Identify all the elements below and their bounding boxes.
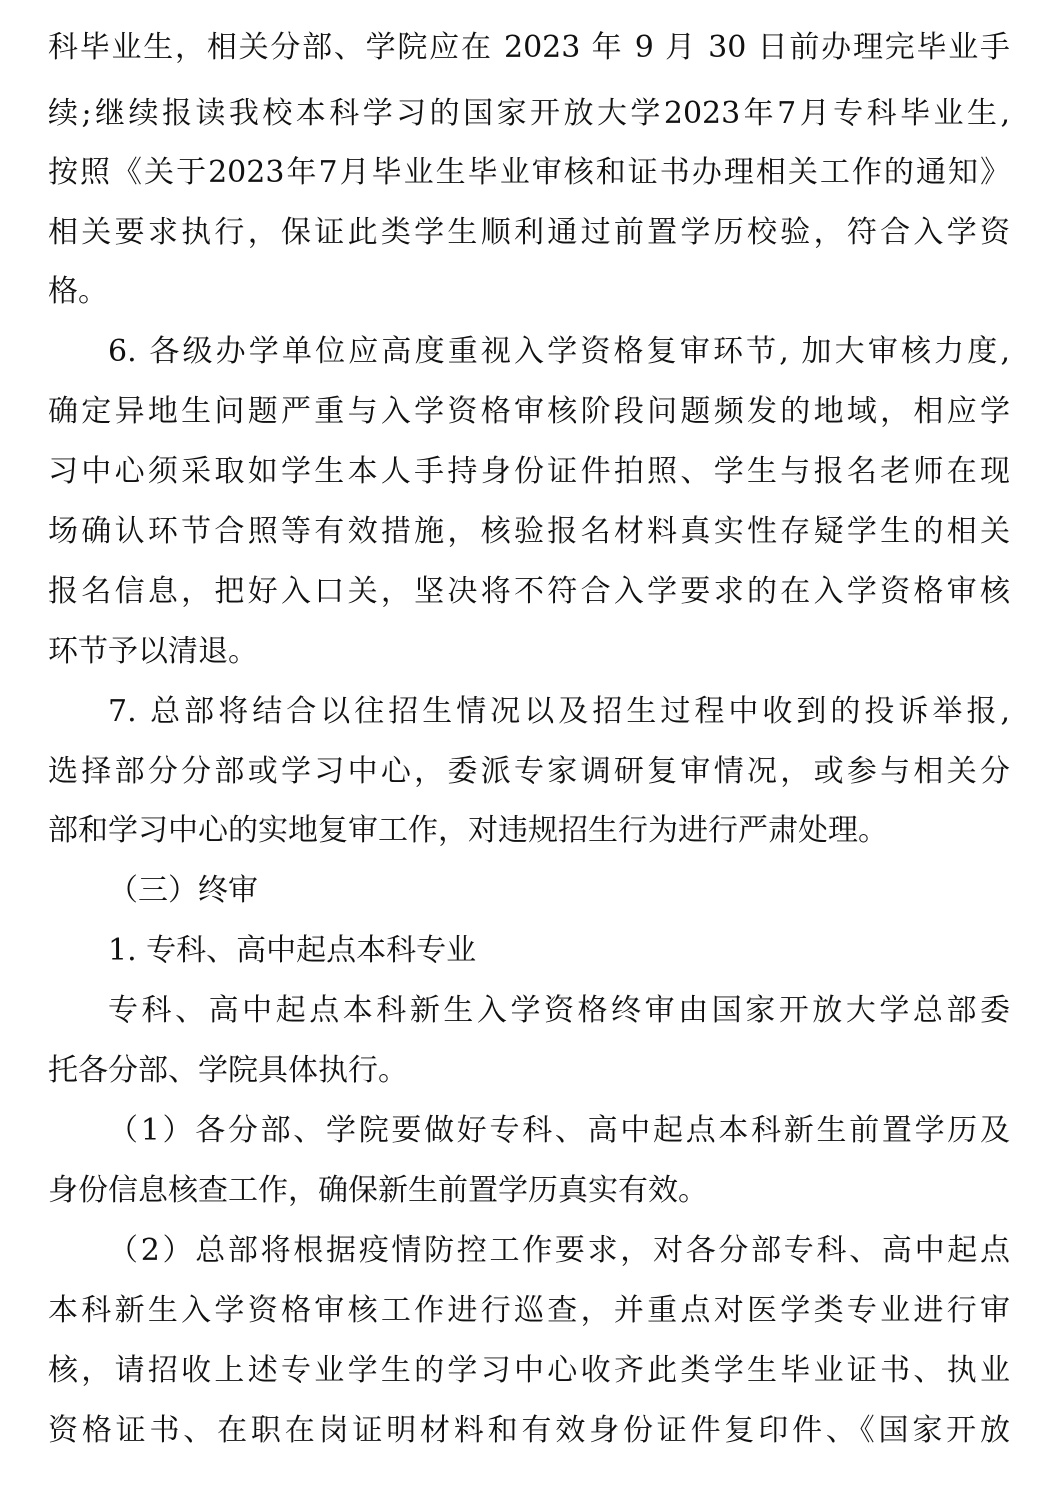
text-line-15: （三）终审	[108, 873, 258, 908]
text-line-13: 选择部分分部或学习中心，委派专家调研复审情况，或参与相关分	[48, 754, 1010, 789]
text-line-24: 资格证书、在职在岗证明材料和有效身份证件复印件、《国家开放	[48, 1413, 1010, 1448]
text-line-21: （2）总部将根据疫情防控工作要求，对各分部专科、高中起点	[108, 1233, 1010, 1268]
text-line-8: 习中心须采取如学生本人手持身份证件拍照、学生与报名老师在现	[48, 454, 1010, 489]
text-line-23: 核，请招收上述专业学生的学习中心收齐此类学生毕业证书、执业	[48, 1353, 1010, 1388]
text-line-7: 确定异地生问题严重与入学资格审核阶段问题频发的地域，相应学	[48, 394, 1010, 429]
text-line-2: 续;继续报读我校本科学习的国家开放大学2023年7月专科毕业生,	[48, 96, 1010, 131]
text-line-20: 身份信息核查工作，确保新生前置学历真实有效。	[48, 1173, 708, 1208]
text-line-22: 本科新生入学资格审核工作进行巡查，并重点对医学类专业进行审	[48, 1293, 1010, 1328]
text-line-5: 格。	[48, 274, 108, 309]
text-line-3: 按照《关于2023年7月毕业生毕业审核和证书办理相关工作的通知》	[48, 155, 1010, 190]
text-line-12: 7. 总部将结合以往招生情况以及招生过程中收到的投诉举报,	[108, 694, 1010, 729]
text-line-17: 专科、高中起点本科新生入学资格终审由国家开放大学总部委	[108, 993, 1010, 1028]
text-line-10: 报名信息，把好入口关，坚决将不符合入学要求的在入学资格审核	[48, 574, 1010, 609]
text-line-16: 1. 专科、高中起点本科专业	[108, 933, 477, 968]
text-line-14: 部和学习中心的实地复审工作，对违规招生行为进行严肃处理。	[48, 813, 888, 848]
text-line-18: 托各分部、学院具体执行。	[48, 1053, 408, 1088]
text-line-4: 相关要求执行，保证此类学生顺利通过前置学历校验，符合入学资	[48, 215, 1010, 250]
text-line-6: 6. 各级办学单位应高度重视入学资格复审环节, 加大审核力度,	[108, 334, 1010, 369]
text-line-9: 场确认环节合照等有效措施，核验报名材料真实性存疑学生的相关	[48, 514, 1010, 549]
text-line-1: 科毕业生，相关分部、学院应在 2023 年 9 月 30 日前办理完毕业手	[48, 30, 1010, 65]
text-line-11: 环节予以清退。	[48, 634, 258, 669]
text-line-19: （1）各分部、学院要做好专科、高中起点本科新生前置学历及	[108, 1113, 1010, 1148]
